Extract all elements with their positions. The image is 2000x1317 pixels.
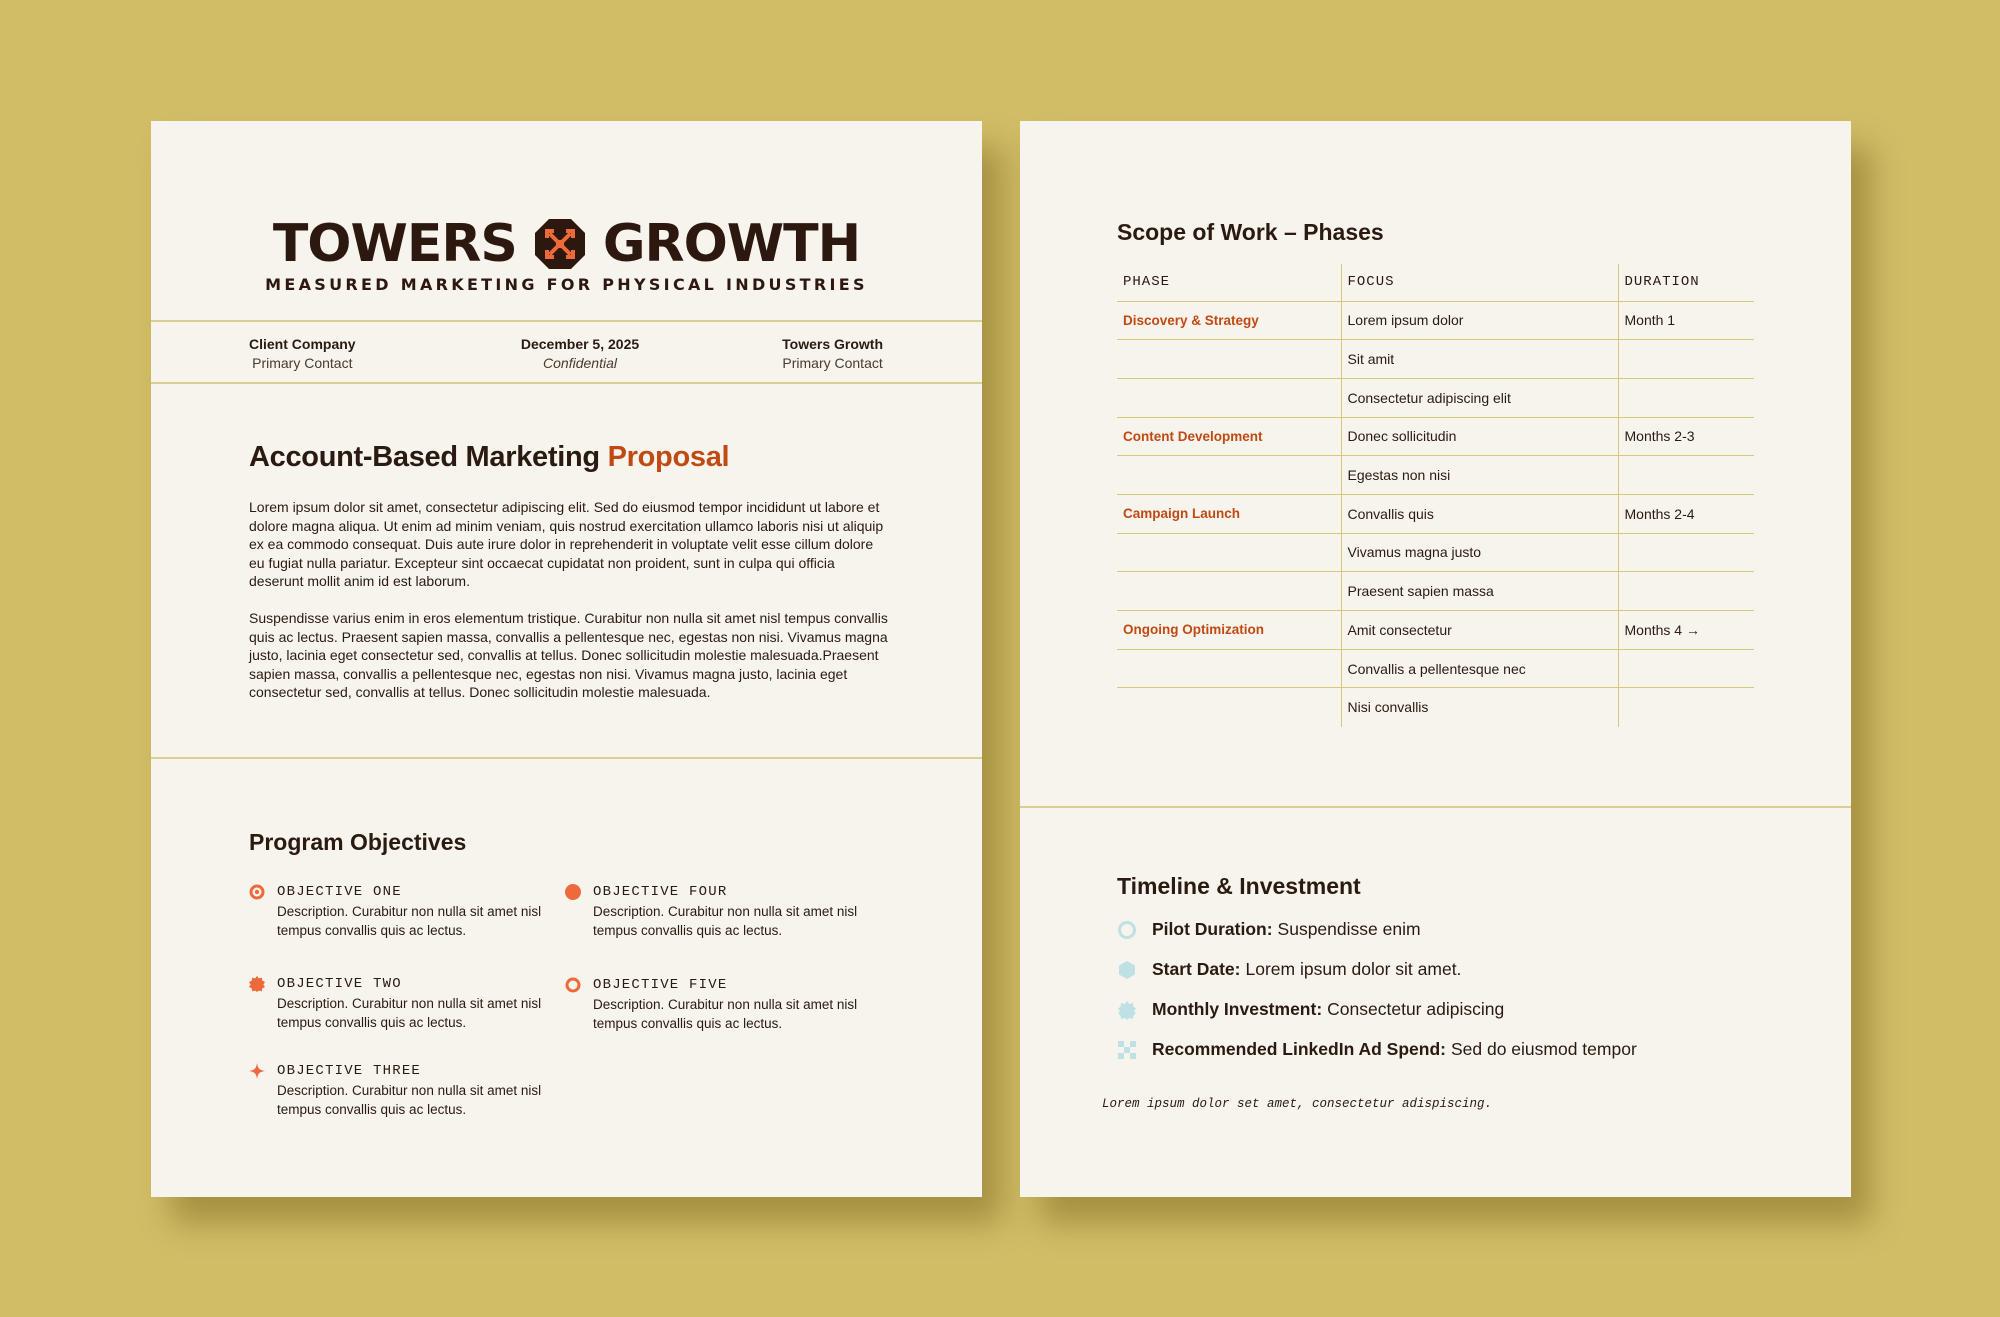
phase-cell (1117, 456, 1341, 495)
objective-desc: Description. Curabitur non nulla sit amet nisl tempus convallis quis ac lectus. (277, 996, 542, 1030)
timeline-label: Start Date: (1152, 959, 1241, 979)
meta-agency-title: Towers Growth (782, 336, 883, 352)
focus-cell: Convallis a pellentesque nec (1341, 649, 1618, 688)
duration-cell: Months 2-3 (1618, 417, 1754, 456)
timeline-label: Monthly Investment: (1152, 999, 1323, 1019)
table-row (1117, 533, 1754, 572)
objective-item (565, 883, 865, 940)
objectives-heading: Program Objectives (249, 829, 467, 855)
ring-icon (1117, 920, 1137, 940)
phase-cell: Campaign Launch (1117, 494, 1341, 533)
column-header-phase: PHASE (1117, 264, 1341, 301)
objective-item (249, 883, 549, 940)
timeline-heading: Timeline & Investment (1117, 873, 1361, 899)
proposal-title-accent: Proposal (607, 441, 730, 473)
objective-name: OBJECTIVE FIVE (593, 977, 728, 993)
tower-logo-icon (535, 219, 585, 269)
scope-heading: Scope of Work – Phases (1117, 219, 1384, 245)
sparkle-icon (249, 1063, 265, 1079)
objective-name: OBJECTIVE ONE (277, 884, 402, 900)
brand-name-left: TOWERS (272, 214, 517, 274)
ring-icon (565, 977, 581, 993)
objective-name: OBJECTIVE THREE (277, 1063, 422, 1079)
objective-desc: Description. Curabitur non nulla sit amet nisl tempus convallis quis ac lectus. (593, 997, 858, 1031)
table-row (1117, 340, 1754, 379)
proposal-title (249, 441, 729, 474)
phase-cell (1117, 649, 1341, 688)
ring-dot-icon (249, 884, 265, 900)
table-row (1117, 688, 1754, 727)
timeline-value: Sed do eiusmod tempor (1450, 1039, 1637, 1059)
meta-client (249, 335, 356, 373)
proposal-title-main: Account-Based Marketing (249, 441, 600, 473)
timeline-item (1117, 1039, 1637, 1060)
meta-client-title: Client Company (249, 336, 356, 352)
objective-desc: Description. Curabitur non nulla sit amet nisl tempus convallis quis ac lectus. (277, 904, 542, 938)
phases-table (1117, 264, 1754, 727)
focus-cell: Amit consectetur (1341, 611, 1618, 650)
duration-cell: Month 1 (1618, 301, 1754, 340)
badge-icon (1117, 1000, 1137, 1020)
duration-cell (1618, 378, 1754, 417)
phase-cell (1117, 340, 1341, 379)
duration-cell (1618, 572, 1754, 611)
objective-name: OBJECTIVE TWO (277, 976, 402, 992)
duration-cell (1618, 340, 1754, 379)
timeline-value: Lorem ipsum dolor sit amet. (1245, 959, 1462, 979)
table-row (1117, 611, 1754, 650)
intro-paragraph-1: Lorem ipsum dolor sit amet, consectetur adipiscing elit. Sed do eiusmod tempor incididunt ut labore et dolore magna aliqua. Ut enim ad minim veniam, quis nostrud exercitation ullamco laboris nisi ut aliquip ex ea commodo consequat. Duis aute irure dolor in reprehenderit in voluptate velit esse cillum dolore eu fugiat nulla pariatur. Excepteur sint occaecat cupidatat non proident, sunt in culpa qui officia deserunt mollit anim id est laborum. (249, 499, 884, 589)
focus-cell: Consectetur adipiscing elit (1341, 378, 1618, 417)
brand-lockup (151, 214, 982, 274)
footnote: Lorem ipsum dolor set amet, consectetur adispiscing. (1102, 1097, 1493, 1111)
duration-cell (1618, 688, 1754, 727)
focus-cell: Lorem ipsum dolor (1341, 301, 1618, 340)
brand-tagline: MEASURED MARKETING FOR PHYSICAL INDUSTRIES (265, 275, 868, 294)
meta-date-sub: Confidential (543, 355, 617, 371)
phase-cell: Discovery & Strategy (1117, 301, 1341, 340)
focus-cell: Sit amit (1341, 340, 1618, 379)
filled-circle-icon (565, 884, 581, 900)
header-divider-bottom (151, 382, 982, 384)
phase-cell (1117, 533, 1341, 572)
objective-desc: Description. Curabitur non nulla sit amet nisl tempus convallis quis ac lectus. (593, 904, 858, 938)
column-header-duration: DURATION (1618, 264, 1754, 301)
objective-desc: Description. Curabitur non nulla sit amet nisl tempus convallis quis ac lectus. (277, 1083, 542, 1117)
meta-agency-sub: Primary Contact (782, 355, 883, 371)
section-divider (1020, 806, 1851, 808)
focus-cell: Vivamus magna justo (1341, 533, 1618, 572)
timeline-label: Pilot Duration: (1152, 919, 1273, 939)
meta-client-sub: Primary Contact (252, 355, 353, 371)
table-row (1117, 572, 1754, 611)
phase-cell (1117, 572, 1341, 611)
focus-cell: Praesent sapien massa (1341, 572, 1618, 611)
table-row (1117, 649, 1754, 688)
meta-date-title: December 5, 2025 (520, 336, 640, 352)
timeline-value: Consectetur adipiscing (1327, 999, 1505, 1019)
duration-cell: Months 2-4 (1618, 494, 1754, 533)
timeline-item (1117, 999, 1504, 1020)
table-row (1117, 301, 1754, 340)
section-divider (151, 757, 982, 759)
timeline-item (1117, 959, 1461, 980)
focus-cell: Donec sollicitudin (1341, 417, 1618, 456)
hexagon-icon (1117, 960, 1137, 980)
intro-paragraph-2: Suspendisse varius enim in eros elementum tristique. Curabitur non nulla sit amet nisl tempus convallis quis ac lectus. Praesent sapien massa, convallis a pellentesque nec, egestas non nisi. Vivamus magna justo, lacinia eget consectetur sed, convallis at tellus. Donec sollicitudin molestie malesuada.Praesent sapien massa, convallis a pellentesque nec, egestas non nisi. Vivamus magna justo, lacinia eget consectetur sed, convallis at tellus. Donec sollicitudin molestie malesuada. (249, 610, 888, 700)
duration-cell (1618, 456, 1754, 495)
checker-icon (1117, 1040, 1137, 1060)
proposal-page-back (1020, 121, 1851, 1197)
meta-date (505, 335, 655, 373)
table-row (1117, 494, 1754, 533)
duration-cell (1618, 533, 1754, 572)
objective-name: OBJECTIVE FOUR (593, 884, 728, 900)
timeline-item (1117, 919, 1421, 940)
table-row (1117, 378, 1754, 417)
badge-icon (249, 976, 265, 992)
duration-cell: Months 4 → (1618, 611, 1754, 650)
timeline-label: Recommended LinkedIn Ad Spend: (1152, 1039, 1446, 1059)
phase-cell (1117, 378, 1341, 417)
focus-cell: Nisi convallis (1341, 688, 1618, 727)
table-row (1117, 417, 1754, 456)
table-header-row (1117, 264, 1754, 301)
objective-item (565, 976, 865, 1033)
table-row (1117, 456, 1754, 495)
objective-item (249, 1062, 549, 1119)
brand-name-right: GROWTH (602, 214, 861, 274)
phase-cell: Ongoing Optimization (1117, 611, 1341, 650)
proposal-page-front (151, 121, 982, 1197)
header-divider-top (151, 320, 982, 322)
phase-cell (1117, 688, 1341, 727)
focus-cell: Egestas non nisi (1341, 456, 1618, 495)
duration-cell (1618, 649, 1754, 688)
phase-cell: Content Development (1117, 417, 1341, 456)
timeline-value: Suspendisse enim (1277, 919, 1421, 939)
focus-cell: Convallis quis (1341, 494, 1618, 533)
column-header-focus: FOCUS (1341, 264, 1618, 301)
meta-agency (782, 335, 883, 373)
objective-item (249, 975, 549, 1032)
